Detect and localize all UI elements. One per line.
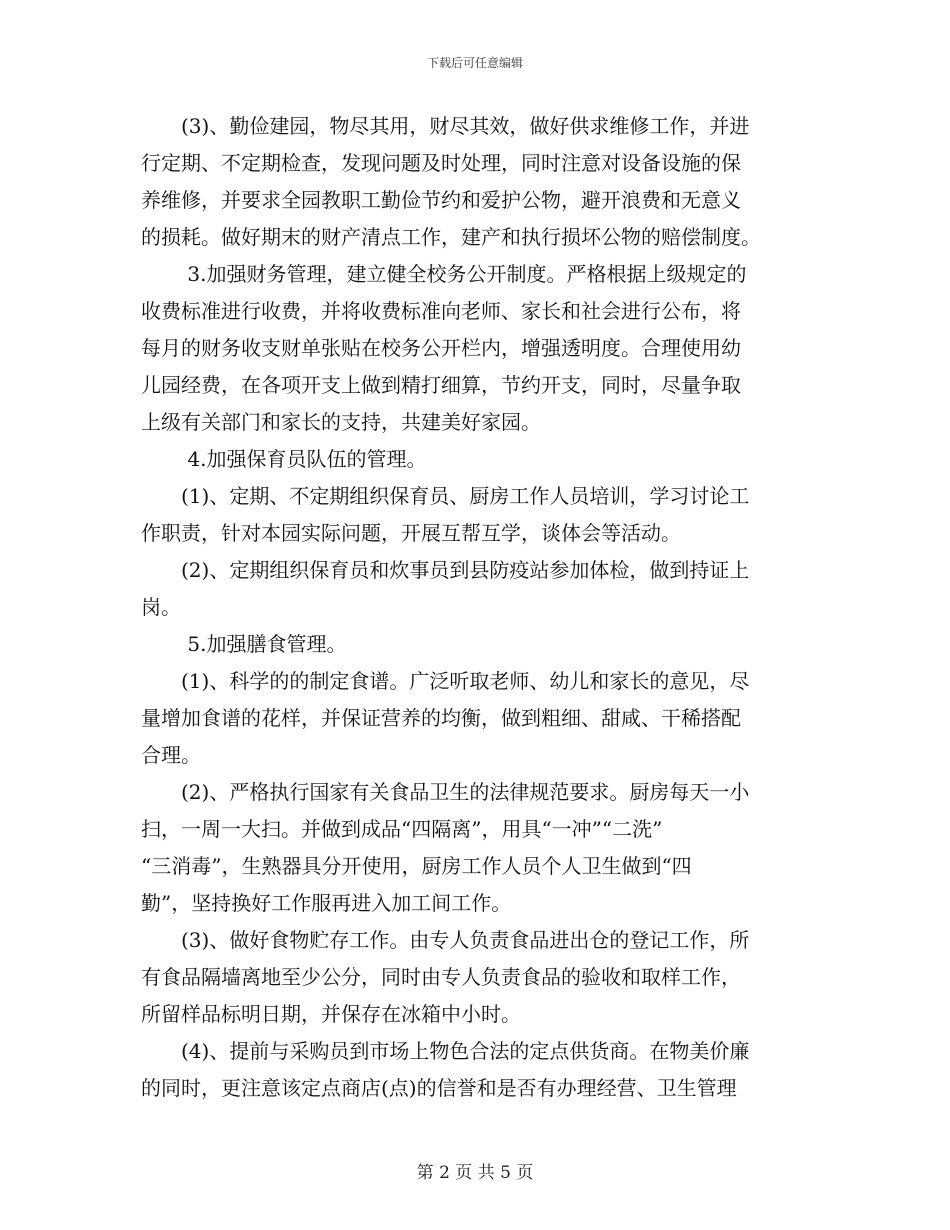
line: 收费标准进行收费，并将收费标准向老师、家长和社会进行公布，将 [141,299,741,323]
paragraph-5 [141,552,813,626]
line: 3.加强财务管理，建立健全校务公开制度。严格根据上级规定的 [141,262,747,286]
paragraph-3 [141,441,813,478]
line: (4)、提前与采购员到市场上物色合法的定点供货商。在物美价廉 [141,1039,750,1063]
line: 岗。 [141,595,181,619]
paragraph-7 [141,663,813,774]
line: 4.加强保育员队伍的管理。 [141,447,427,471]
line: 行定期、不定期检查，发现问题及时处理，同时注意对设备设施的保 [141,151,741,175]
paragraph-6 [141,626,813,663]
line: 所留样品标明日期，并保存在冰箱中小时。 [141,1002,521,1026]
line: 每月的财务收支财单张贴在校务公开栏内，增强透明度。合理使用幼 [141,336,741,360]
line: 5.加强膳食管理。 [141,632,347,656]
line: 上级有关部门和家长的支持，共建美好家园。 [141,410,541,434]
paragraph-1 [141,108,813,256]
line: 合理。 [141,743,201,767]
paragraph-9 [141,922,813,1033]
page-header: 下载后可任意编辑 [426,56,523,70]
line: (2)、严格执行国家有关食品卫生的法律规范要求。厨房每天一小 [141,780,750,804]
line: 养维修，并要求全园教职工勤俭节约和爱护公物，避开浪费和无意义 [141,188,741,212]
line: (3)、做好食物贮存工作。由专人负责食品进出仓的登记工作，所 [141,928,750,952]
line: (1)、科学的的制定食谱。广泛听取老师、幼儿和家长的意见，尽 [141,669,750,693]
paragraph-10 [141,1033,813,1107]
line: “三消毒”，生熟器具分开使用，厨房工作人员个人卫生做到“四 [141,854,692,878]
line: (1)、定期、不定期组织保育员、厨房工作人员培训，学习讨论工 [141,484,750,508]
line: 勤”，坚持换好工作服再进入加工间工作。 [141,891,512,915]
paragraph-4 [141,478,813,552]
line: 有食品隔墙离地至少公分，同时由专人负责食品的验收和取样工作， [141,965,741,989]
document-body [141,108,813,1107]
line: (3)、勤俭建园，物尽其用，财尽其效，做好供求维修工作，并进 [141,114,750,138]
line: 扫，一周一大扫。并做到成品“四隔离”，用具“一冲”“二洗” [141,817,663,841]
page-footer: 第 2 页 共 5 页 [416,1163,534,1183]
line: 儿园经费，在各项开支上做到精打细算，节约开支，同时，尽量争取 [141,373,741,397]
paragraph-8 [141,774,813,922]
line: 的同时，更注意该定点商店(点)的信誉和是否有办理经营、卫生管理 [141,1076,737,1100]
line: 的损耗。做好期末的财产清点工作，建产和执行损坏公物的赔偿制度。 [141,225,761,249]
line: 量增加食谱的花样，并保证营养的均衡，做到粗细、甜咸、干稀搭配 [141,706,741,730]
line: (2)、定期组织保育员和炊事员到县防疫站参加体检，做到持证上 [141,558,750,582]
paragraph-2 [141,256,813,441]
line: 作职责，针对本园实际问题，开展互帮互学，谈体会等活动。 [141,521,681,545]
